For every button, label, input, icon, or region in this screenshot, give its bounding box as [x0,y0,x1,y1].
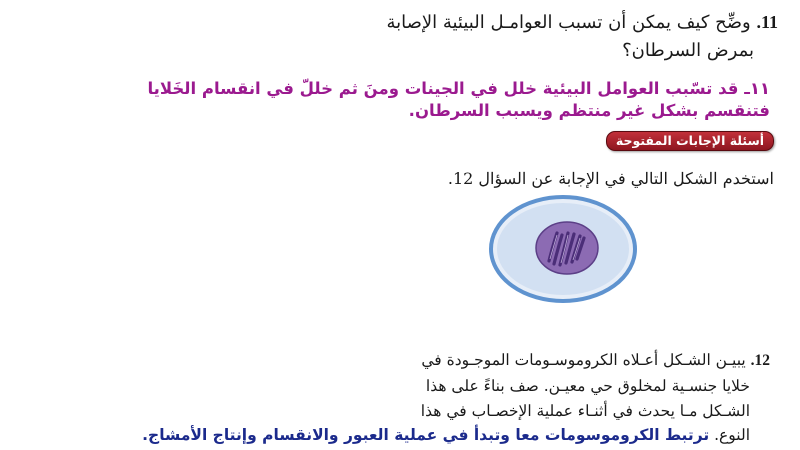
question-12-line4 [142,423,750,447]
question-12-text-line4: النوع. [714,426,750,444]
question-12-text-line2: خلايا جنسـية لمخلوق حي معيـن. صف بناءً على هذا [425,377,750,395]
open-ended-questions-banner: أسئلة الإجابات المفتوحة [606,131,774,151]
figure-instruction: استخدم الشكل التالي في الإجابة عن السؤال 12. [447,169,774,188]
cell-figure [487,193,639,305]
question-12-number: 12. [750,352,770,369]
question-12-text-line1: يبيـن الشـكل أعـلاه الكروموسـومات الموجـودة في [421,351,746,369]
question-12-line1 [421,348,770,373]
answer-11-line2: فتنقسم بشكل غير منتظم ويسبب السرطان. [408,101,770,120]
question-11-number: 11. [756,12,778,32]
answer-11-line1: ١١ـ قد تسّبب العوامل البيئية خلل في الجينات ومنَ ثم خللّ في انقسام الخَلايا [147,79,770,98]
question-12-text-line3: الشـكل مـا يحدث في أثنـاء عملية الإخصـاب في هذا [420,402,750,420]
question-11 [386,10,778,35]
question-11-text-line2: بمرض السرطان؟ [622,40,754,61]
answer-12: ترتبط الكروموسومات معا وتبدأ في عملية العبور والانقسام وإنتاج الأمشاج. [142,426,710,444]
question-11-text-line1: وضِّح كيف يمكن أن تسبب العوامـل البيئية الإصابة [386,12,751,33]
nucleus [536,222,598,274]
